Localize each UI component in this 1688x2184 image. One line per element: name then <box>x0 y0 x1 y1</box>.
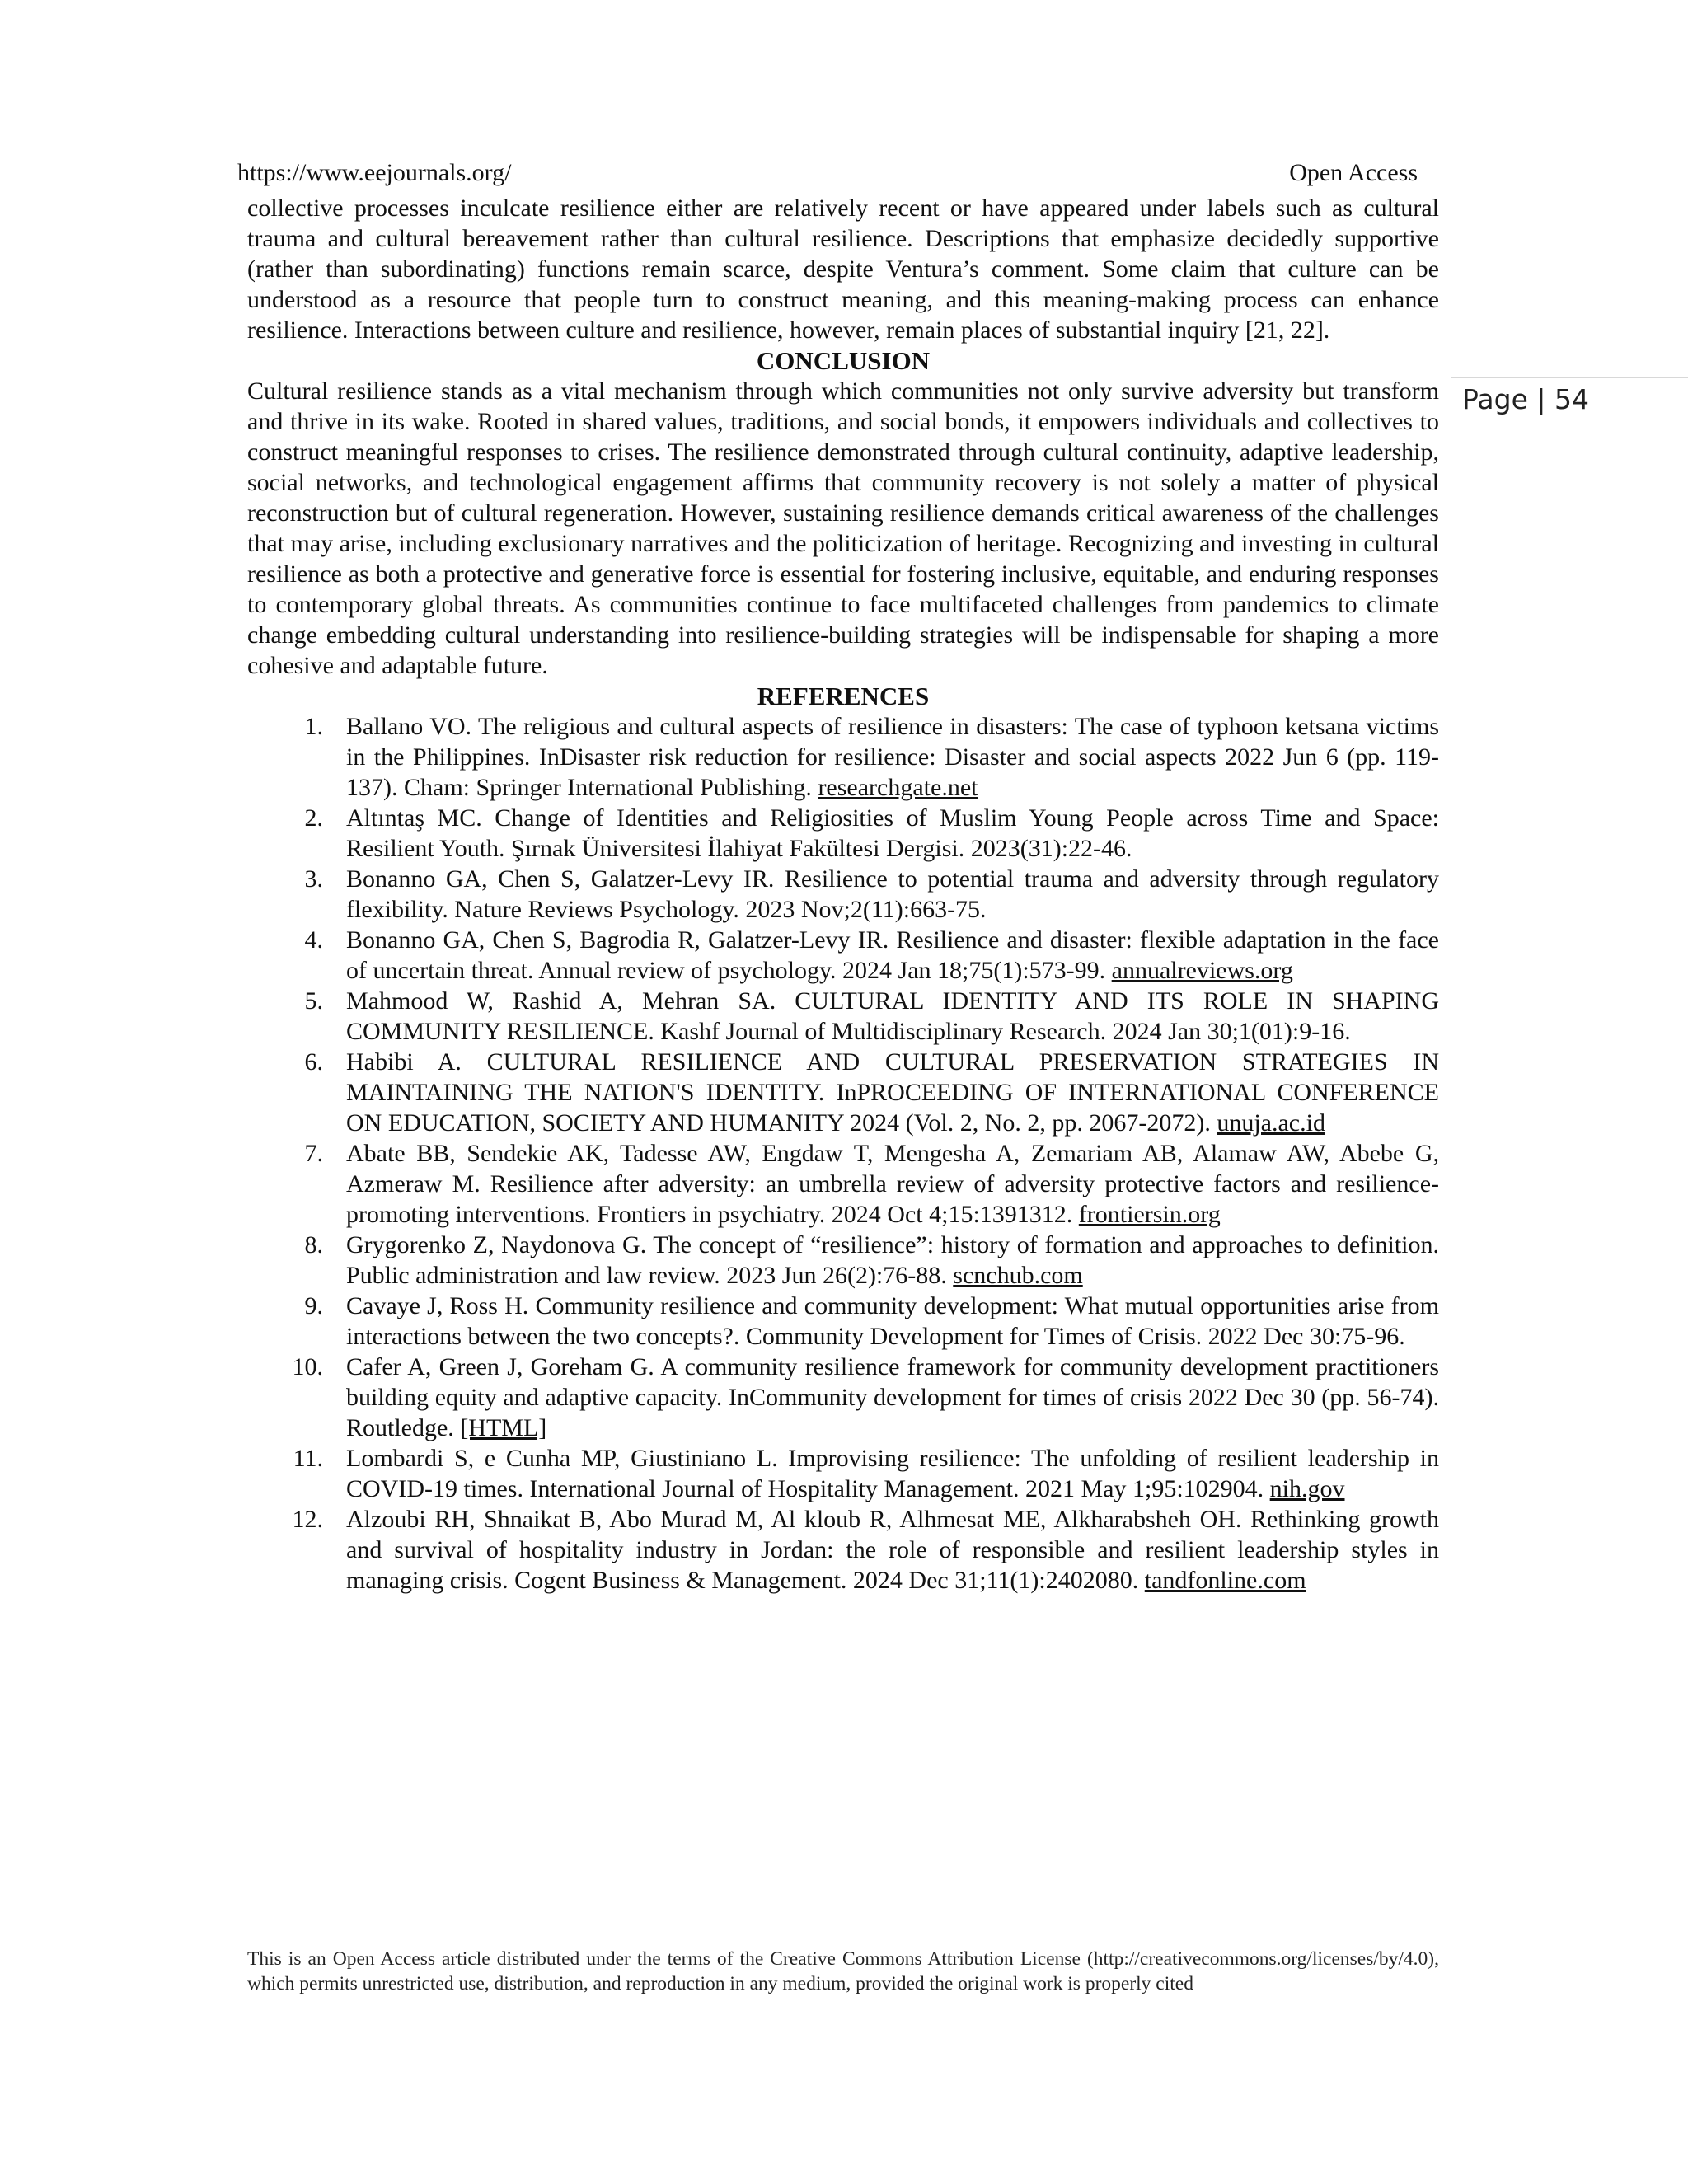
page-header <box>237 157 1431 190</box>
reference-list <box>247 711 1439 1596</box>
reference-text: Cavaye J, Ross H. Community resilience and community development: What mutual opportunities arise from interactions between the two concepts?. Community Development for Times of Crisis. 2022 Dec 30:75-96. <box>346 1292 1439 1350</box>
conclusion-paragraph: Cultural resilience stands as a vital mechanism through which communities not only survive adversity but transform and thrive in its wake. Rooted in shared values, traditions, and social bonds, it empowers individuals and collectives to construct meaningful responses to crises. The resilience demonstrated through cultural continuity, adaptive leadership, social networks, and technological engagement affirms that community recovery is not solely a matter of physical reconstruction but of cultural regeneration. However, sustaining resilience demands critical awareness of the challenges that may arise, including exclusionary narratives and the politicization of heritage. Recognizing and investing in cultural resilience as both a protective and generative force is essential for fostering inclusive, equitable, and enduring responses to contemporary global threats. As communities continue to face multifaceted challenges from pandemics to climate change embedding cultural understanding into resilience-building strategies will be indispensable for shaping a more cohesive and adaptable future. <box>247 377 1439 679</box>
reference-text: Mahmood W, Rashid A, Mehran SA. CULTURAL IDENTITY AND ITS ROLE IN SHAPING COMMUNITY RESILIENCE. Kashf Journal of Multidisciplinary Research. 2024 Jan 30;1(01):9-16. <box>346 987 1439 1045</box>
reference-number: 4. <box>304 926 323 954</box>
reference-text: Cafer A, Green J, Goreham G. A community resilience framework for community development practitioners building equity and adaptive capacity. InCommunity development for times of crisis 2022 Dec 30 (pp. 56-74). Routledge. <box>346 1353 1439 1441</box>
reference-item <box>247 803 1439 864</box>
page-number: Page | 54 <box>1462 383 1589 415</box>
reference-item <box>247 1138 1439 1230</box>
reference-number: 10. <box>292 1353 323 1380</box>
reference-number: 2. <box>304 804 323 832</box>
reference-number: 9. <box>304 1292 323 1319</box>
reference-text: Lombardi S, e Cunha MP, Giustiniano L. Improvising resilience: The unfolding of resilient leadership in COVID-19 times. International Journal of Hospitality Management. 2021 May 1;95:102904. <box>346 1445 1439 1502</box>
reference-item <box>247 1230 1439 1291</box>
reference-text: Altıntaş MC. Change of Identities and Religiosities of Muslim Young People across Time and Space: Resilient Youth. Şırnak Üniversitesi İlahiyat Fakültesi Dergisi. 2023(31):22-46. <box>346 804 1439 862</box>
reference-text: Bonanno GA, Chen S, Galatzer-Levy IR. Resilience to potential trauma and adversity through regulatory flexibility. Nature Reviews Psychology. 2023 Nov;2(11):663-75. <box>346 865 1439 923</box>
reference-number: 3. <box>304 865 323 893</box>
reference-number: 8. <box>304 1231 323 1258</box>
reference-item <box>247 1352 1439 1443</box>
reference-link[interactable]: nih.gov <box>1269 1475 1345 1502</box>
reference-text: Alzoubi RH, Shnaikat B, Abo Murad M, Al kloub R, Alhmesat ME, Alkharabsheh OH. Rethinking growth and survival of hospitality industry in Jordan: the role of responsible and resilient leadership styles in managing crisis. Cogent Business & Management. 2024 Dec 31;11(1):2402080. <box>346 1506 1439 1594</box>
reference-item <box>247 1047 1439 1138</box>
reference-text: Ballano VO. The religious and cultural aspects of resilience in disasters: The case of typhoon ketsana victims in the Philippines. InDisaster risk reduction for resilience: Disaster and social aspects 2022 Jun 6 (pp. 119-137). Cham: Springer International Publishing. <box>346 713 1439 801</box>
reference-link[interactable]: unuja.ac.id <box>1217 1109 1325 1137</box>
references-heading: REFERENCES <box>757 682 930 710</box>
intro-paragraph: collective processes inculcate resilience either are relatively recent or have appeared under labels such as cultural trauma and cultural bereavement rather than cultural resilience. Descriptions that emphasize decidedly supportive (rather than subordinating) functions remain scarce, despite Ventura’s comment. Some claim that culture can be understood as a resource that people turn to construct meaning, and this meaning-making process can enhance resilience. Interactions between culture and resilience, however, remain places of substantial inquiry [21, 22]. <box>247 194 1439 344</box>
reference-text: Grygorenko Z, Naydonova G. The concept of “resilience”: history of formation and approaches to definition. Public administration and law review. 2023 Jun 26(2):76-88. <box>346 1231 1439 1289</box>
reference-link[interactable]: annualreviews.org <box>1111 957 1293 984</box>
reference-item <box>247 711 1439 803</box>
page-number-box <box>1451 377 1688 428</box>
reference-number: 12. <box>292 1506 323 1533</box>
reference-link[interactable]: scnchub.com <box>953 1262 1083 1289</box>
license-footer: This is an Open Access article distributed under the terms of the Creative Commons Attribution License (http://creativecommons.org/licenses/by/4.0), which permits unrestricted use, distribution, and reproduction in any medium, provided the original work is properly cited <box>247 1948 1439 1994</box>
conclusion-heading: CONCLUSION <box>756 346 931 375</box>
reference-item <box>247 1443 1439 1504</box>
reference-text: Abate BB, Sendekie AK, Tadesse AW, Engdaw T, Mengesha A, Zemariam AB, Alamaw AW, Abebe G, Azmeraw M. Resilience after adversity: an umbrella review of adversity protective factors and resilience-promoting interventions. Frontiers in psychiatry. 2024 Oct 4;15:1391312. <box>346 1140 1439 1228</box>
reference-link[interactable]: researchgate.net <box>818 774 978 801</box>
reference-item <box>247 986 1439 1047</box>
reference-number: 1. <box>304 713 323 740</box>
reference-link[interactable]: tandfonline.com <box>1144 1567 1306 1594</box>
reference-item <box>247 864 1439 925</box>
reference-text: Habibi A. CULTURAL RESILIENCE AND CULTURAL PRESERVATION STRATEGIES IN MAINTAINING THE NATION'S IDENTITY. InPROCEEDING OF INTERNATIONAL CONFERENCE ON EDUCATION, SOCIETY AND HUMANITY 2024 (Vol. 2, No. 2, pp. 2067-2072). <box>346 1048 1439 1137</box>
open-access-label: Open Access <box>1289 159 1418 186</box>
reference-number: 11. <box>293 1445 323 1472</box>
reference-item <box>247 925 1439 986</box>
reference-link[interactable]: frontiersin.org <box>1078 1201 1221 1228</box>
reference-number: 7. <box>304 1140 323 1167</box>
reference-text: Bonanno GA, Chen S, Bagrodia R, Galatzer-Levy IR. Resilience and disaster: flexible adaptation in the face of uncertain threat. Annual review of psychology. 2024 Jan 18;75(1):573-99. <box>346 926 1439 984</box>
reference-number: 6. <box>304 1048 323 1076</box>
reference-number: 5. <box>304 987 323 1015</box>
article-body <box>247 193 1439 1596</box>
reference-item <box>247 1504 1439 1596</box>
journal-url-link[interactable]: https://www.eejournals.org/ <box>237 159 512 186</box>
reference-item <box>247 1291 1439 1352</box>
reference-link[interactable]: [HTML] <box>460 1414 547 1441</box>
